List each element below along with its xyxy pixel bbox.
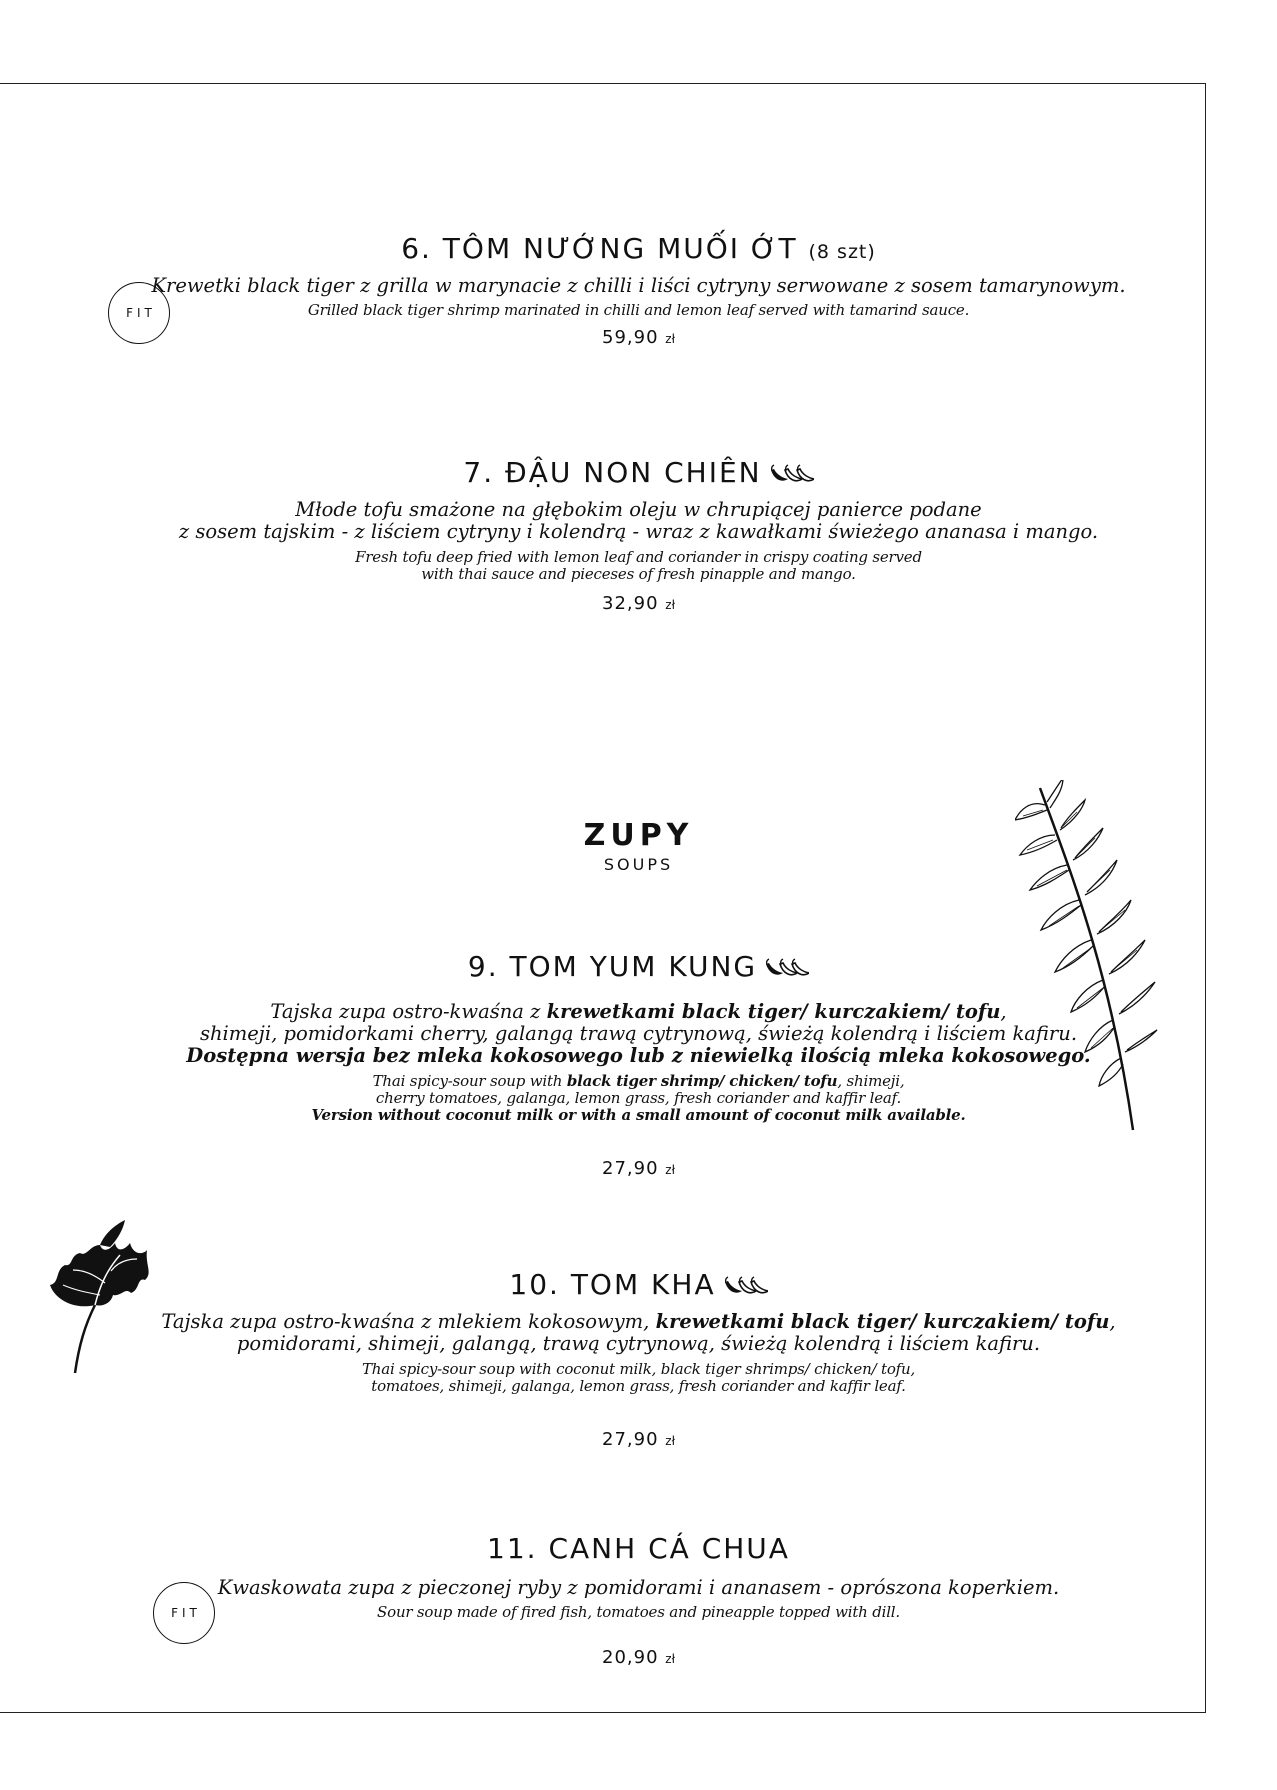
fit-badge: FIT xyxy=(153,1582,215,1644)
dish-title xyxy=(487,1532,790,1565)
text-run: Tajska zupa ostro-kwaśna z xyxy=(270,1000,547,1023)
dish-7 xyxy=(0,456,1277,614)
description-line: Młode tofu smażone na głębokim oleju w chrupiącej panierce podane xyxy=(295,498,982,521)
dish-price xyxy=(0,327,1277,348)
text-run-bold: black tiger shrimp/ chicken/ tofu xyxy=(566,1072,838,1090)
dish-price xyxy=(0,1158,1277,1179)
description-line xyxy=(0,1311,1277,1333)
description-line: cherry tomatoes, galanga, lemon grass, fresh coriander and kaffir leaf. xyxy=(375,1089,902,1107)
rosemary-illustration xyxy=(1015,780,1200,1140)
text-run: Thai spicy-sour soup with xyxy=(372,1072,567,1090)
text-run-bold: krewetkami black tiger/ kurczakiem/ tofu xyxy=(546,1000,1001,1023)
dish-price xyxy=(0,593,1277,614)
description-line: tomatoes, shimeji, galanga, lemon grass, fresh coriander and kaffir leaf. xyxy=(371,1377,906,1395)
dish-title xyxy=(509,1268,767,1301)
section-title: ZUPY xyxy=(583,818,694,853)
dish-10 xyxy=(0,1268,1277,1450)
dish-description-pl: Kwaskowata zupa z pieczonej ryby z pomidorami i ananasem - oprószona koperkiem. xyxy=(217,1576,1060,1599)
dish-title xyxy=(401,232,876,265)
dish-quantity: (8 szt) xyxy=(808,241,876,263)
dish-description-en xyxy=(0,1361,1277,1395)
description-line-bold: Dostępna wersja bez mleka kokosowego lub z niewielką ilością mleka kokosowego. xyxy=(186,1044,1091,1067)
price-value: 27,90 xyxy=(602,1429,659,1450)
dish-description-en: Grilled black tiger shrimp marinated in chilli and lemon leaf served with tamarind sauce. xyxy=(307,301,970,319)
dish-title xyxy=(468,950,809,983)
dish-description-en xyxy=(0,549,1277,583)
dish-name: 7. ĐẬU NON CHIÊN xyxy=(463,456,762,489)
description-line: Thai spicy-sour soup with coconut milk, black tiger shrimps/ chicken/ tofu, xyxy=(361,1360,916,1378)
price-value: 27,90 xyxy=(602,1158,659,1179)
price-currency: zł xyxy=(665,598,675,612)
section-subtitle: SOUPS xyxy=(603,855,674,874)
dish-name: 6. TÔM NƯỚNG MUỐI ỚT xyxy=(401,232,798,265)
price-currency: zł xyxy=(665,1163,675,1177)
text-run: , xyxy=(1109,1310,1116,1333)
price-currency: zł xyxy=(665,332,675,346)
dish-title xyxy=(463,456,813,489)
text-run: Tajska zupa ostro-kwaśna z mlekiem kokosowym, xyxy=(161,1310,656,1333)
text-run-bold: krewetkami black tiger/ kurczakiem/ tofu xyxy=(655,1310,1110,1333)
text-run: , shimeji, xyxy=(837,1072,905,1090)
chili-spicy-icon xyxy=(722,1276,768,1296)
description-line: with thai sauce and pieceses of fresh pinapple and mango. xyxy=(421,565,856,583)
text-run: , xyxy=(1000,1000,1007,1023)
chili-spicy-icon xyxy=(763,958,809,978)
dish-name: 9. TOM YUM KUNG xyxy=(467,950,758,983)
dish-description-pl xyxy=(0,499,1277,543)
description-line: pomidorami, shimeji, galangą, trawą cytrynową, świeżą kolendrą i liściem kafiru. xyxy=(236,1332,1041,1355)
description-line-bold: Version without coconut milk or with a small amount of coconut milk available. xyxy=(311,1106,966,1124)
dish-price xyxy=(0,1647,1277,1668)
dish-description-pl: Krewetki black tiger z grilla w marynacie z chilli i liści cytryny serwowane z sosem tamarynowym. xyxy=(151,274,1126,297)
dish-name: 11. CANH CÁ CHUA xyxy=(487,1532,790,1565)
dish-6 xyxy=(0,232,1277,348)
price-value: 32,90 xyxy=(602,593,659,614)
parsley-illustration xyxy=(45,1215,155,1375)
description-line: shimeji, pomidorkami cherry, galangą trawą cytrynową, świeżą kolendrą i liściem kafiru. xyxy=(199,1022,1078,1045)
price-value: 59,90 xyxy=(602,327,659,348)
dish-price xyxy=(0,1429,1277,1450)
dish-description-en: Sour soup made of fired fish, tomatoes and pineapple topped with dill. xyxy=(377,1603,900,1621)
chili-spicy-icon xyxy=(768,464,814,484)
description-line: z sosem tajskim - z liściem cytryny i kolendrą - wraz z kawałkami świeżego ananasa i mango. xyxy=(178,520,1099,543)
dish-name: 10. TOM KHA xyxy=(509,1268,716,1301)
price-currency: zł xyxy=(665,1652,675,1666)
description-line: Fresh tofu deep fried with lemon leaf and coriander in crispy coating served xyxy=(355,548,922,566)
price-currency: zł xyxy=(665,1434,675,1448)
fit-badge: FIT xyxy=(108,282,170,344)
dish-description-pl xyxy=(0,1311,1277,1355)
price-value: 20,90 xyxy=(602,1647,659,1668)
